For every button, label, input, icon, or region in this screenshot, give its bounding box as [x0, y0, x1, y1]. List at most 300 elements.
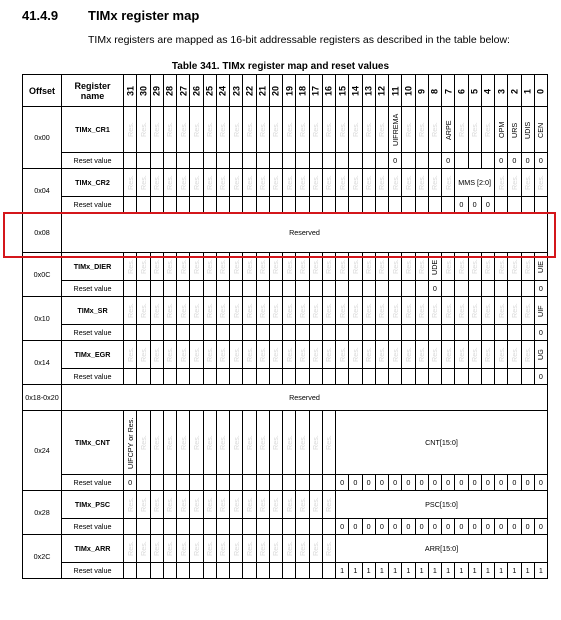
- reserved-bit: Res.: [415, 107, 428, 153]
- reset-empty: [269, 325, 282, 341]
- reset-empty: [150, 281, 163, 297]
- table-caption: Table 341. TIMx register map and reset values: [171, 61, 390, 72]
- reserved-bit: Res.: [190, 107, 203, 153]
- reserved-bit: Res.: [336, 107, 349, 153]
- reserved-bit: Res.: [243, 341, 256, 369]
- register-name: TIMx_ARR: [62, 535, 124, 563]
- reserved-bit: Res.: [362, 169, 375, 197]
- register-row: [23, 535, 548, 563]
- reserved-bit: Res.: [309, 411, 322, 475]
- reserved-bit: Res.: [216, 491, 229, 519]
- reset-empty: [309, 281, 322, 297]
- reset-empty: [296, 563, 309, 579]
- reset-empty: [256, 369, 269, 385]
- reset-bit: 0: [495, 519, 508, 535]
- bit-header-3: 3: [495, 75, 508, 107]
- field-urs: URS: [508, 107, 521, 153]
- reset-empty: [468, 153, 481, 169]
- reset-bit: 0: [534, 325, 547, 341]
- reserved-bit: Res.: [230, 535, 243, 563]
- reset-empty: [256, 475, 269, 491]
- offset-cell: 0x18-0x20: [23, 385, 62, 411]
- reserved-bit: Res.: [190, 411, 203, 475]
- reset-row: [23, 281, 548, 297]
- reserved-bit: Res.: [442, 169, 455, 197]
- reserved-bit: Res.: [296, 253, 309, 281]
- reserved-bit: Res.: [137, 297, 150, 325]
- reset-empty: [269, 197, 282, 213]
- reset-empty: [375, 369, 388, 385]
- reserved-bit: Res.: [150, 169, 163, 197]
- reset-empty: [256, 281, 269, 297]
- reserved-bit: Res.: [283, 253, 296, 281]
- bit-header-20: 20: [269, 75, 282, 107]
- reset-bit: 1: [415, 563, 428, 579]
- reset-empty: [389, 369, 402, 385]
- reserved-bit: Res.: [216, 411, 229, 475]
- reset-empty: [362, 325, 375, 341]
- reset-empty: [256, 325, 269, 341]
- reset-empty: [124, 153, 137, 169]
- reset-bit: 0: [362, 475, 375, 491]
- reset-bit: 1: [402, 563, 415, 579]
- reset-empty: [336, 369, 349, 385]
- reserved-bit: Res.: [256, 491, 269, 519]
- reset-empty: [349, 153, 362, 169]
- reset-empty: [256, 563, 269, 579]
- reset-bit: 0: [442, 519, 455, 535]
- field-ude: UDE: [428, 253, 441, 281]
- field-psc-15-0: PSC[15:0]: [336, 491, 548, 519]
- reset-empty: [177, 369, 190, 385]
- reset-empty: [336, 153, 349, 169]
- field-cen: CEN: [534, 107, 547, 153]
- bit-header-11: 11: [389, 75, 402, 107]
- reset-empty: [389, 197, 402, 213]
- reserved-bit: Res.: [296, 297, 309, 325]
- reserved-bit: Res.: [389, 169, 402, 197]
- reserved-bit: Res.: [163, 107, 176, 153]
- reserved-bit: Res.: [230, 107, 243, 153]
- reserved-bit: Res.: [468, 297, 481, 325]
- reset-empty: [190, 519, 203, 535]
- reset-empty: [283, 475, 296, 491]
- reset-empty: [309, 475, 322, 491]
- reset-empty: [468, 369, 481, 385]
- reserved-bit: Res.: [137, 535, 150, 563]
- reset-bit: 1: [508, 563, 521, 579]
- bit-header-21: 21: [256, 75, 269, 107]
- reserved-bit: Res.: [322, 411, 335, 475]
- reset-empty: [124, 519, 137, 535]
- reserved-bit: Res.: [402, 169, 415, 197]
- reserved-bit: Res.: [256, 411, 269, 475]
- reset-empty: [177, 475, 190, 491]
- reset-bit: 0: [508, 475, 521, 491]
- reserved-bit: Res.: [124, 107, 137, 153]
- reset-empty: [230, 281, 243, 297]
- reserved-bit: Res.: [322, 107, 335, 153]
- reset-empty: [177, 197, 190, 213]
- reset-empty: [442, 325, 455, 341]
- reset-empty: [177, 153, 190, 169]
- reset-empty: [389, 281, 402, 297]
- reserved-bit: Res.: [349, 297, 362, 325]
- reset-bit: 0: [349, 519, 362, 535]
- reserved-bit: Res.: [481, 107, 494, 153]
- reset-empty: [415, 325, 428, 341]
- reserved-bit: Res.: [137, 169, 150, 197]
- reserved-bit: Res.: [216, 253, 229, 281]
- reset-bit: 0: [521, 475, 534, 491]
- reset-empty: [349, 281, 362, 297]
- bit-header-0: 0: [534, 75, 547, 107]
- reserved-bit: Res.: [150, 411, 163, 475]
- reserved-bit: Res.: [336, 169, 349, 197]
- reserved-bit: Res.: [177, 297, 190, 325]
- reserved-bit: Res.: [269, 107, 282, 153]
- reset-empty: [508, 197, 521, 213]
- reserved-bit: Res.: [269, 341, 282, 369]
- reserved-bit: Res.: [402, 253, 415, 281]
- reset-bit: 0: [389, 475, 402, 491]
- reset-empty: [203, 563, 216, 579]
- reset-empty: [190, 369, 203, 385]
- reserved-bit: Res.: [203, 411, 216, 475]
- reset-empty: [269, 369, 282, 385]
- reserved-bit: Res.: [375, 169, 388, 197]
- reset-empty: [163, 563, 176, 579]
- reset-value-label: Reset value: [62, 153, 124, 169]
- reset-empty: [322, 369, 335, 385]
- reserved-bit: Res.: [256, 535, 269, 563]
- reset-empty: [283, 197, 296, 213]
- reset-empty: [163, 325, 176, 341]
- reset-empty: [137, 519, 150, 535]
- reset-bit: 0: [534, 475, 547, 491]
- reset-bit: 1: [455, 563, 468, 579]
- reserved-bit: Res.: [190, 297, 203, 325]
- reserved-bit: Res.: [349, 341, 362, 369]
- reset-empty: [455, 369, 468, 385]
- reserved-bit: Res.: [283, 411, 296, 475]
- reset-bit: 0: [336, 519, 349, 535]
- reset-empty: [322, 475, 335, 491]
- reset-empty: [362, 197, 375, 213]
- reset-empty: [150, 153, 163, 169]
- reserved-bit: Res.: [442, 253, 455, 281]
- reserved-bit: Res.: [283, 297, 296, 325]
- reserved-bit: Res.: [521, 253, 534, 281]
- offset-cell: 0x08: [23, 213, 62, 253]
- reset-bit: 0: [521, 153, 534, 169]
- bit-header-27: 27: [177, 75, 190, 107]
- reserved-bit: Res.: [163, 535, 176, 563]
- bit-header-30: 30: [137, 75, 150, 107]
- reserved-bit: Res.: [283, 341, 296, 369]
- reserved-bit: Res.: [508, 297, 521, 325]
- reserved-bit: Res.: [163, 411, 176, 475]
- reset-empty: [243, 519, 256, 535]
- bit-header-4: 4: [481, 75, 494, 107]
- reset-empty: [362, 281, 375, 297]
- reset-bit: 0: [481, 475, 494, 491]
- reserved-bit: Res.: [428, 341, 441, 369]
- reset-empty: [216, 325, 229, 341]
- reset-empty: [508, 369, 521, 385]
- register-name: TIMx_CR2: [62, 169, 124, 197]
- reserved-bit: Res.: [137, 341, 150, 369]
- reserved-bit: Res.: [230, 169, 243, 197]
- reserved-span: Reserved: [62, 385, 548, 411]
- header-offset: Offset: [23, 75, 62, 107]
- reset-empty: [137, 475, 150, 491]
- reserved-bit: Res.: [124, 253, 137, 281]
- reset-bit: 0: [415, 519, 428, 535]
- bit-header-31: 31: [124, 75, 137, 107]
- reserved-bit: Res.: [163, 253, 176, 281]
- reserved-bit: Res.: [296, 491, 309, 519]
- reset-bit: 1: [428, 563, 441, 579]
- field-mms-2-0: MMS [2:0]: [455, 169, 495, 197]
- reserved-bit: Res.: [243, 253, 256, 281]
- reserved-bit: Res.: [428, 169, 441, 197]
- reserved-bit: Res.: [243, 169, 256, 197]
- reset-bit: 0: [455, 519, 468, 535]
- reset-empty: [230, 153, 243, 169]
- reset-bit: 0: [349, 475, 362, 491]
- reserved-span: Reserved: [62, 213, 548, 253]
- reserved-bit: Res.: [150, 341, 163, 369]
- reset-bit: 0: [389, 153, 402, 169]
- reserved-bit: Res.: [150, 297, 163, 325]
- reset-empty: [415, 369, 428, 385]
- reset-empty: [177, 281, 190, 297]
- reserved-bit: Res.: [309, 107, 322, 153]
- register-name: TIMx_CR1: [62, 107, 124, 153]
- reserved-bit: Res.: [124, 297, 137, 325]
- reset-empty: [402, 197, 415, 213]
- reset-empty: [322, 519, 335, 535]
- reserved-bit: Res.: [150, 107, 163, 153]
- reset-empty: [230, 563, 243, 579]
- reset-empty: [296, 369, 309, 385]
- reset-bit: 0: [415, 475, 428, 491]
- reset-empty: [243, 281, 256, 297]
- reserved-bit: Res.: [336, 253, 349, 281]
- reserved-bit: Res.: [177, 491, 190, 519]
- reset-empty: [203, 325, 216, 341]
- reset-empty: [283, 563, 296, 579]
- reserved-bit: Res.: [296, 341, 309, 369]
- reserved-bit: Res.: [216, 535, 229, 563]
- reset-value-label: Reset value: [62, 563, 124, 579]
- reset-empty: [481, 281, 494, 297]
- reset-empty: [495, 281, 508, 297]
- reserved-bit: Res.: [190, 341, 203, 369]
- reserved-bit: Res.: [428, 297, 441, 325]
- reserved-bit: Res.: [177, 107, 190, 153]
- reserved-bit: Res.: [375, 253, 388, 281]
- reset-empty: [495, 325, 508, 341]
- reset-empty: [481, 325, 494, 341]
- reset-empty: [468, 325, 481, 341]
- reserved-bit: Res.: [203, 107, 216, 153]
- reset-empty: [137, 281, 150, 297]
- reserved-bit: Res.: [230, 411, 243, 475]
- reset-empty: [150, 519, 163, 535]
- reset-bit: 0: [534, 369, 547, 385]
- reserved-bit: Res.: [336, 297, 349, 325]
- reset-empty: [150, 325, 163, 341]
- reset-empty: [124, 281, 137, 297]
- reset-empty: [455, 153, 468, 169]
- reserved-bit: Res.: [389, 253, 402, 281]
- reserved-bit: Res.: [230, 253, 243, 281]
- reserved-bit: Res.: [442, 341, 455, 369]
- reserved-bit: Res.: [177, 253, 190, 281]
- reserved-bit: Res.: [415, 297, 428, 325]
- reserved-bit: Res.: [230, 491, 243, 519]
- reserved-bit: Res.: [508, 253, 521, 281]
- reset-empty: [216, 369, 229, 385]
- register-name: TIMx_CNT: [62, 411, 124, 475]
- reset-bit: 0: [455, 197, 468, 213]
- reserved-bit: Res.: [230, 341, 243, 369]
- reserved-bit: Res.: [177, 341, 190, 369]
- reset-empty: [230, 475, 243, 491]
- reset-empty: [468, 281, 481, 297]
- reset-empty: [322, 325, 335, 341]
- bit-header-24: 24: [216, 75, 229, 107]
- reserved-bit: Res.: [269, 491, 282, 519]
- reset-bit: 0: [468, 475, 481, 491]
- reserved-bit: Res.: [455, 297, 468, 325]
- register-row: [23, 169, 548, 197]
- reserved-bit: Res.: [468, 253, 481, 281]
- reset-empty: [521, 281, 534, 297]
- reset-empty: [428, 325, 441, 341]
- reset-empty: [283, 281, 296, 297]
- bit-header-5: 5: [468, 75, 481, 107]
- reset-empty: [163, 197, 176, 213]
- offset-cell: 0x2C: [23, 535, 62, 579]
- field-udis: UDIS: [521, 107, 534, 153]
- field-uifcpy-or-res: UIFCPY or Res.: [124, 411, 137, 475]
- reset-empty: [230, 369, 243, 385]
- reserved-bit: Res.: [256, 253, 269, 281]
- reserved-bit: Res.: [256, 107, 269, 153]
- bit-header-16: 16: [322, 75, 335, 107]
- reserved-bit: Res.: [283, 169, 296, 197]
- reset-bit: 0: [495, 153, 508, 169]
- reserved-bit: Res.: [243, 107, 256, 153]
- reset-bit: 0: [508, 153, 521, 169]
- reset-bit: 0: [468, 519, 481, 535]
- register-row-reserved: [23, 385, 548, 411]
- reset-bit: 0: [375, 519, 388, 535]
- reset-empty: [163, 369, 176, 385]
- reset-bit: 0: [336, 475, 349, 491]
- reset-empty: [163, 475, 176, 491]
- bit-header-1: 1: [521, 75, 534, 107]
- reset-empty: [521, 197, 534, 213]
- reset-empty: [203, 281, 216, 297]
- reserved-bit: Res.: [177, 169, 190, 197]
- reserved-bit: Res.: [137, 107, 150, 153]
- reset-bit: 0: [442, 153, 455, 169]
- reset-empty: [309, 153, 322, 169]
- reset-empty: [269, 519, 282, 535]
- reset-empty: [322, 153, 335, 169]
- reset-value-label: Reset value: [62, 475, 124, 491]
- reset-empty: [203, 475, 216, 491]
- bit-header-9: 9: [415, 75, 428, 107]
- reset-empty: [150, 563, 163, 579]
- reserved-bit: Res.: [203, 253, 216, 281]
- reserved-bit: Res.: [243, 491, 256, 519]
- reserved-bit: Res.: [283, 535, 296, 563]
- reset-bit: 0: [428, 281, 441, 297]
- reserved-bit: Res.: [163, 169, 176, 197]
- reserved-bit: Res.: [203, 491, 216, 519]
- reserved-bit: Res.: [362, 107, 375, 153]
- reserved-bit: Res.: [481, 297, 494, 325]
- reset-empty: [124, 563, 137, 579]
- bit-header-13: 13: [362, 75, 375, 107]
- reset-bit: 0: [428, 475, 441, 491]
- reset-bit: 1: [442, 563, 455, 579]
- reset-empty: [216, 153, 229, 169]
- reserved-bit: Res.: [495, 169, 508, 197]
- bit-header-19: 19: [283, 75, 296, 107]
- reset-bit: 1: [481, 563, 494, 579]
- reserved-bit: Res.: [150, 535, 163, 563]
- header-register-name: Register name: [62, 75, 124, 107]
- reset-bit: 0: [375, 475, 388, 491]
- reset-row: [23, 325, 548, 341]
- reserved-bit: Res.: [124, 341, 137, 369]
- reset-empty: [362, 153, 375, 169]
- reset-row: [23, 369, 548, 385]
- reset-bit: 1: [495, 563, 508, 579]
- reset-empty: [190, 281, 203, 297]
- reserved-bit: Res.: [322, 169, 335, 197]
- register-row-reserved: [23, 213, 548, 253]
- reserved-bit: Res.: [309, 491, 322, 519]
- reset-row: [23, 519, 548, 535]
- reset-bit: 0: [534, 281, 547, 297]
- register-row: [23, 411, 548, 475]
- register-name: TIMx_EGR: [62, 341, 124, 369]
- register-map-table: [22, 74, 548, 579]
- reserved-bit: Res.: [203, 169, 216, 197]
- reserved-bit: Res.: [137, 253, 150, 281]
- reset-empty: [415, 197, 428, 213]
- field-uie: UIE: [534, 253, 547, 281]
- reserved-bit: Res.: [336, 341, 349, 369]
- bit-header-25: 25: [203, 75, 216, 107]
- reserved-bit: Res.: [309, 169, 322, 197]
- reset-bit: 0: [124, 475, 137, 491]
- reserved-bit: Res.: [375, 341, 388, 369]
- bit-header-26: 26: [190, 75, 203, 107]
- bit-header-17: 17: [309, 75, 322, 107]
- reserved-bit: Res.: [256, 297, 269, 325]
- bit-header-14: 14: [349, 75, 362, 107]
- reset-row: [23, 197, 548, 213]
- field-arpe: ARPE: [442, 107, 455, 153]
